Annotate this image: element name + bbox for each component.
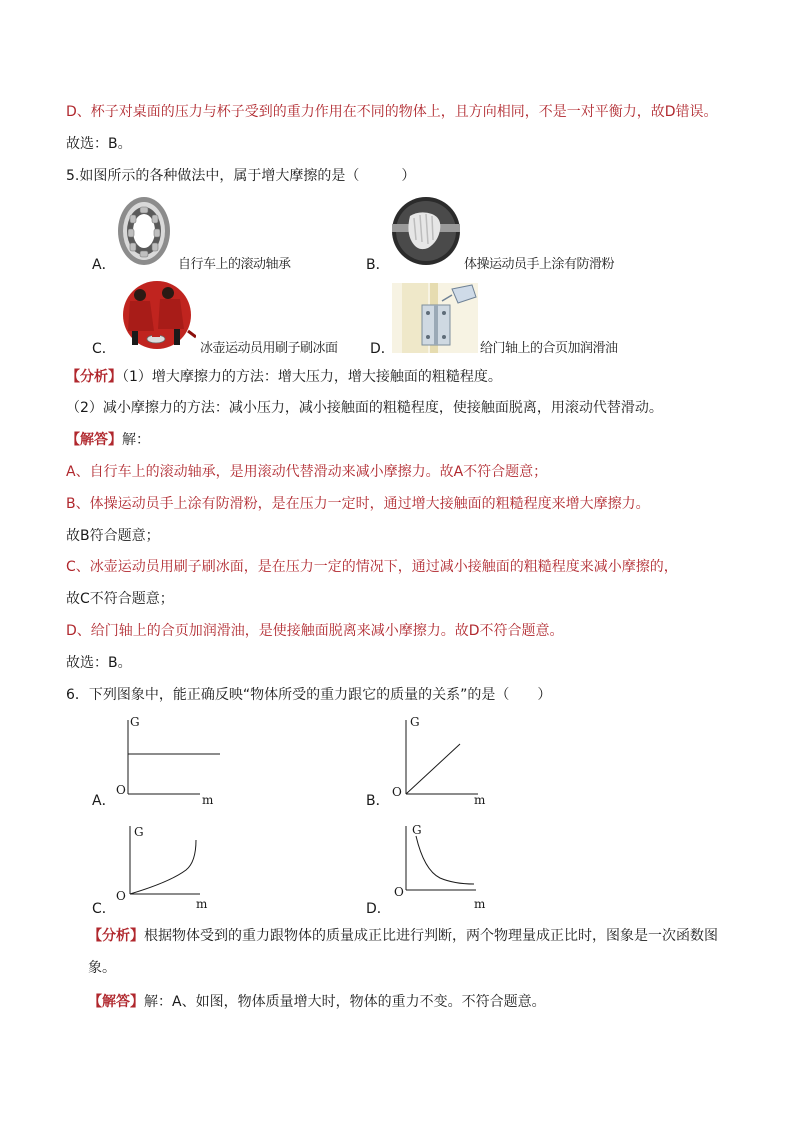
axis-label-m: m <box>196 897 208 911</box>
q4-answer: 故选：B。 <box>66 136 132 152</box>
q6-solution <box>88 992 546 1012</box>
axis-label-g: G <box>134 825 144 839</box>
bearing-image <box>116 195 172 267</box>
q5-stem: 5.如图所示的各种做法中，属于增大摩擦的是（ ） <box>66 168 416 184</box>
q5-option-b-letter: B． <box>366 257 390 273</box>
gymnast-hands-image <box>390 196 462 266</box>
q5-solution-head <box>66 430 150 450</box>
analysis-tag: 【分析】 <box>88 928 144 944</box>
q6-stem: 6．下列图象中，能正确反映“物体所受的重力跟它的质量的关系”的是（ ） <box>66 687 552 703</box>
graph-curve <box>406 744 460 794</box>
q5-analysis-2: （2）减小摩擦力的方法：减小压力，减小接触面的粗糙程度，使接触面脱离，用滚动代替滑动。 <box>66 400 663 416</box>
q5-solution-a: A、自行车上的滚动轴承，是用滚动代替滑动来减小摩擦力。故A不符合题意； <box>66 464 548 480</box>
q4-option-d-line: D、杯子对桌面的压力与杯子受到的重力作用在不同的物体上，且方向相同，不是一对平衡力，故D错误。 <box>66 104 718 120</box>
graph-curve <box>130 840 196 894</box>
axis-label-m: m <box>474 897 486 911</box>
axis-label-g: G <box>410 715 420 729</box>
q5-solution-b-cont: 故B符合题意； <box>66 528 160 544</box>
axis-label-m: m <box>474 793 486 807</box>
origin-label: O <box>392 785 402 799</box>
graph-a <box>110 712 240 812</box>
origin-label: O <box>116 783 126 797</box>
analysis-tag: 【分析】 <box>66 369 122 385</box>
analysis-text: 根据物体受到的重力跟物体的质量成正比进行判断，两个物理量成正比时，图象是一次函数图 <box>144 928 718 944</box>
graph-b <box>388 712 518 812</box>
q5-option-a-letter: A． <box>92 257 116 273</box>
q5-solution-c-cont: 故C不符合题意； <box>66 591 174 607</box>
q6-option-b-letter: B． <box>366 793 390 809</box>
analysis-text: （1）增大摩擦力的方法：增大压力，增大接触面的粗糙程度。 <box>122 369 502 385</box>
q6-option-c-letter: C． <box>92 901 116 917</box>
axis-label-m: m <box>202 793 214 807</box>
origin-label: O <box>116 889 126 903</box>
q6-option-d-letter: D． <box>366 901 391 917</box>
q5-option-c-caption: 冰壶运动员用刷子刷冰面 <box>200 341 338 356</box>
q5-analysis <box>66 367 502 387</box>
graph-curve <box>416 836 474 884</box>
q5-option-a-caption: 自行车上的滚动轴承 <box>178 257 291 272</box>
q5-solution-b: B、体操运动员手上涂有防滑粉，是在压力一定时，通过增大接触面的粗糙程度来增大摩擦力。 <box>66 496 650 512</box>
solution-text: 解：A、如图，物体质量增大时，物体的重力不变。不符合题意。 <box>144 994 546 1010</box>
axis-label-g: G <box>130 715 140 729</box>
q5-option-b-caption: 体操运动员手上涂有防滑粉 <box>464 257 615 272</box>
door-hinge-image <box>392 283 478 353</box>
solution-tag: 【解答】 <box>66 432 122 448</box>
solution-tag: 【解答】 <box>88 994 144 1010</box>
q5-answer: 故选：B。 <box>66 655 132 671</box>
graph-c <box>110 818 240 918</box>
q5-option-d-caption: 给门轴上的合页加润滑油 <box>480 341 618 356</box>
curling-image <box>118 281 196 349</box>
q6-analysis-2: 象。 <box>88 960 116 976</box>
axis-label-g: G <box>412 823 422 837</box>
origin-label: O <box>394 885 404 899</box>
q5-solution-c: C、冰壶运动员用刷子刷冰面，是在压力一定的情况下，通过减小接触面的粗糙程度来减小摩擦的， <box>66 559 678 575</box>
q6-analysis <box>88 926 718 946</box>
q5-solution-d: D、给门轴上的合页加润滑油，是使接触面脱离来减小摩擦力。故D不符合题意。 <box>66 623 564 639</box>
graph-d <box>390 818 520 918</box>
q6-option-a-letter: A． <box>92 793 116 809</box>
solution-lead: 解： <box>122 432 150 448</box>
q5-option-d-letter: D． <box>370 341 395 357</box>
q5-option-c-letter: C． <box>92 341 116 357</box>
